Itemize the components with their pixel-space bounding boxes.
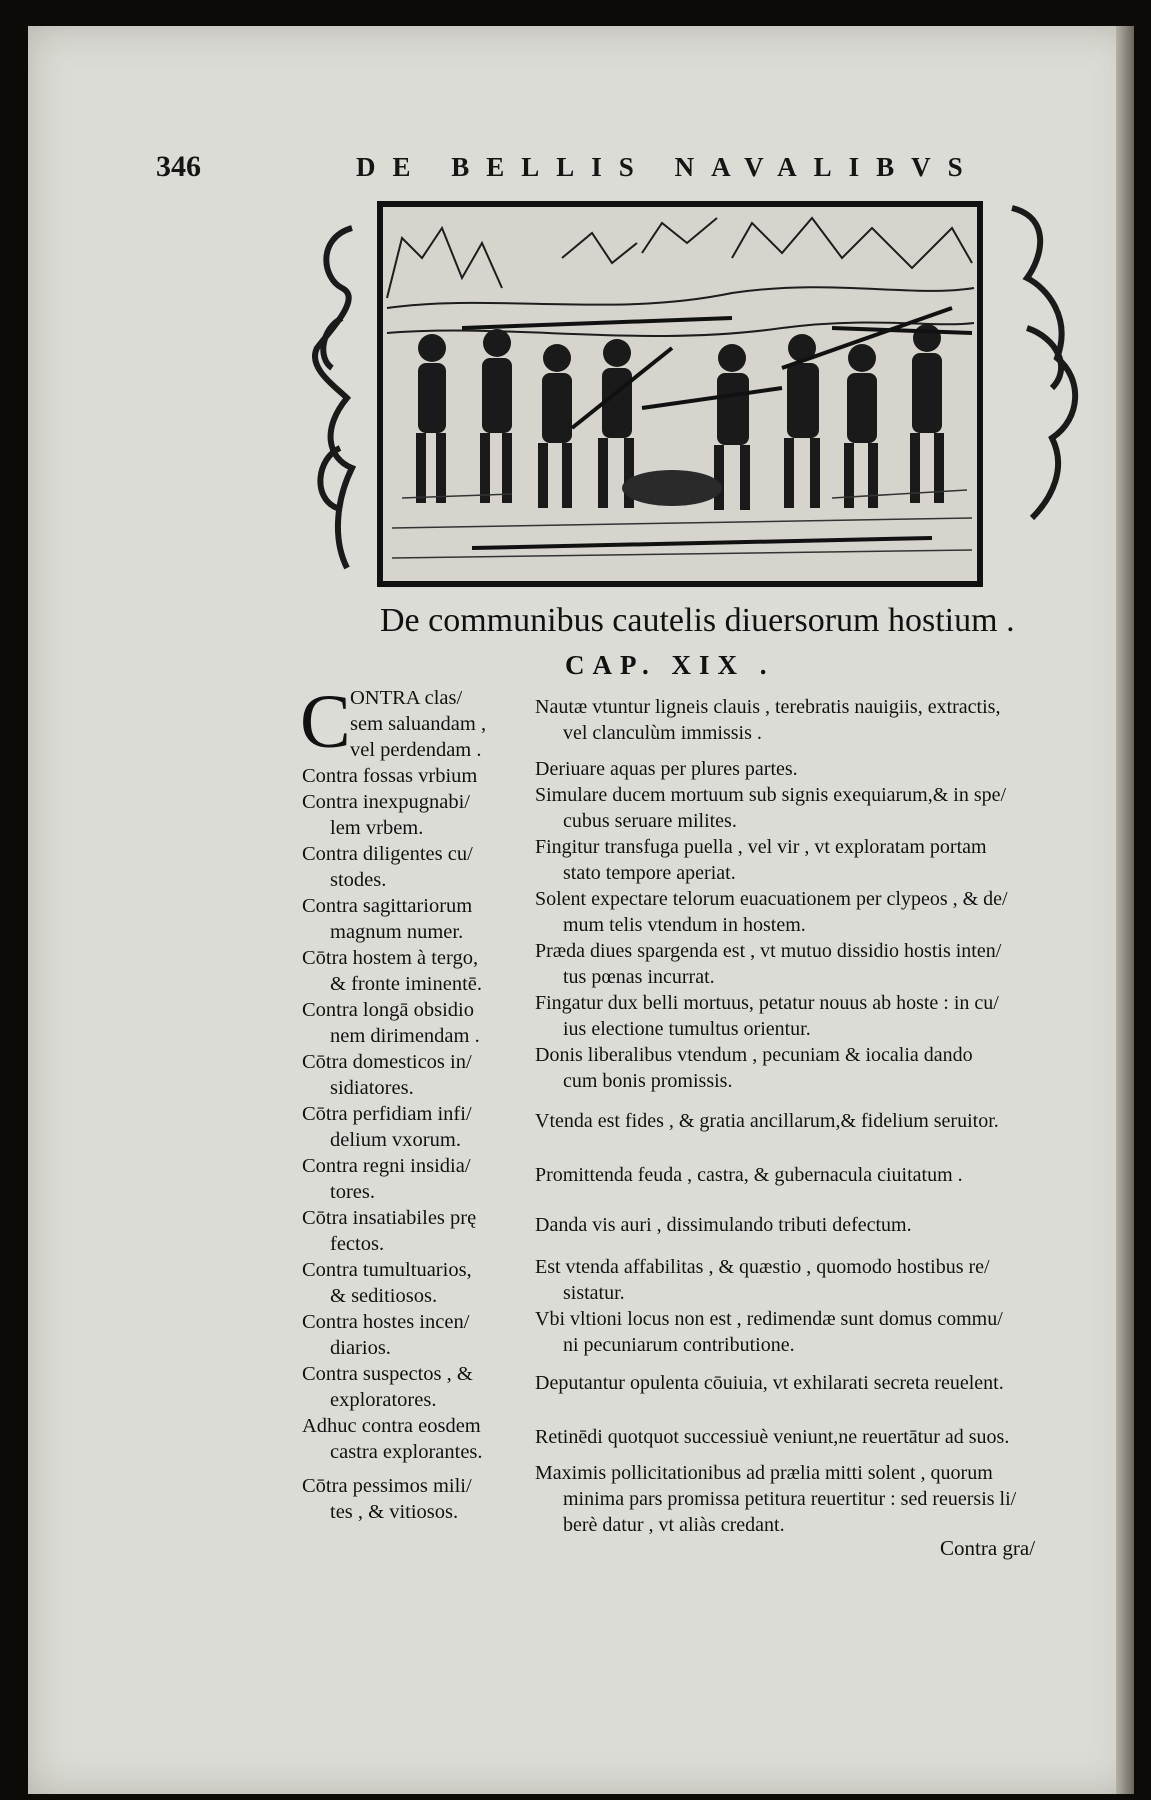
margin-note — [302, 893, 538, 945]
body-line: Deputantur opulenta cōuiuia, vt exhilarati secreta reuelent. — [535, 1372, 1004, 1394]
body-paragraph — [535, 756, 1113, 782]
body-paragraph — [535, 1108, 1113, 1134]
woodcut-battle-scene — [312, 198, 1092, 592]
body-paragraph — [535, 1042, 1113, 1094]
margin-note-line: Cōtra insatiabiles prę — [302, 1207, 477, 1229]
margin-note-line: Contra hostes incen/ — [302, 1311, 470, 1333]
margin-notes — [300, 680, 538, 1523]
body-paragraph — [535, 1370, 1113, 1396]
body-line: Fingitur transfuga puella , vel vir , vt exploratam portam — [535, 836, 987, 858]
margin-note-line: Adhuc contra eosdem — [302, 1415, 481, 1437]
margin-note-line: ONTRA clas/ — [350, 687, 463, 709]
body-line: ni pecuniarum contributione. — [563, 1334, 795, 1356]
margin-note — [302, 841, 538, 893]
body-paragraph — [535, 834, 1113, 886]
margin-note-line: Cōtra pessimos mili/ — [302, 1475, 472, 1497]
body-line: sistatur. — [563, 1282, 625, 1304]
body-line: Nautæ vtuntur ligneis clauis , terebratis nauigiis, extractis, — [535, 696, 1001, 718]
margin-note-line: stodes. — [330, 869, 387, 891]
margin-note-line: tes , & vitiosos. — [330, 1501, 459, 1523]
page-gutter-shadow — [1116, 26, 1134, 1794]
margin-note-line: Cōtra domesticos in/ — [302, 1051, 472, 1073]
body-line: Maximis pollicitationibus ad prælia mitti solent , quorum — [535, 1462, 993, 1484]
margin-note-line: Contra tumultuarios, — [302, 1259, 472, 1281]
margin-note — [302, 1153, 538, 1205]
body-paragraph — [535, 1162, 1113, 1188]
margin-note-line: Cōtra hostem à tergo, — [302, 947, 479, 969]
margin-note — [302, 945, 538, 997]
margin-note-line: tores. — [330, 1181, 375, 1203]
margin-note-line: & fronte iminentē. — [330, 973, 482, 995]
margin-note — [302, 1101, 538, 1153]
body-line: Fingatur dux belli mortuus, petatur nouus ab hoste : in cu/ — [535, 992, 999, 1014]
margin-note-line: exploratores. — [330, 1389, 437, 1411]
margin-note-line: delium vxorum. — [330, 1129, 461, 1151]
margin-note — [302, 1413, 538, 1465]
body-line: mum telis vtendum in hostem. — [563, 914, 806, 936]
chapter-number: CAP. XIX . — [565, 650, 775, 680]
body-paragraph — [535, 990, 1113, 1042]
body-line: Vtenda est fides , & gratia ancillarum,& fidelium seruitor. — [535, 1110, 999, 1132]
body-line: Donis liberalibus vtendum , pecuniam & iocalia dando — [535, 1044, 973, 1066]
margin-note — [302, 1361, 538, 1413]
body-line: stato tempore aperiat. — [563, 862, 736, 884]
margin-note-line: vel perdendam . — [350, 739, 482, 761]
body-line: Solent expectare telorum euacuationem per clypeos , & de/ — [535, 888, 1008, 910]
margin-note-line: sem saluandam , — [350, 713, 487, 735]
margin-note — [302, 1049, 538, 1101]
margin-note — [300, 680, 538, 764]
body-line: Simulare ducem mortuum sub signis exequiarum,& in spe/ — [535, 784, 1007, 806]
margin-note-line: Contra inexpugnabi/ — [302, 791, 470, 813]
body-paragraph — [535, 1254, 1113, 1306]
woodcut-illustration — [312, 198, 1092, 592]
body-paragraph — [535, 886, 1113, 938]
body-line: Deriuare aquas per plures partes. — [535, 758, 798, 780]
margin-note-line: castra explorantes. — [330, 1441, 483, 1463]
body-line: Est vtenda affabilitas , & quæstio , quomodo hostibus re/ — [535, 1256, 990, 1278]
margin-note — [302, 1473, 538, 1525]
margin-note-line: magnum numer. — [330, 921, 464, 943]
margin-note-line: Contra sagittariorum — [302, 895, 473, 917]
body-paragraph — [535, 782, 1113, 834]
margin-note — [302, 789, 538, 841]
right-ornament — [1012, 208, 1075, 518]
margin-note — [302, 763, 538, 789]
header-title: DE BELLIS NAVALIBVS — [356, 152, 980, 182]
body-line: minima pars promissa petitura reuertitur : sed reuersis li/ — [563, 1488, 1017, 1510]
margin-note-line: Contra longā obsidio — [302, 999, 474, 1021]
margin-note-line: Contra suspectos , & — [302, 1363, 473, 1385]
body-line: Præda diues spargenda est , vt mutuo dissidio hostis inten/ — [535, 940, 1002, 962]
body-line: vel clanculùm immissis . — [563, 722, 762, 744]
drop-cap: C — [300, 680, 351, 764]
body-line: cubus seruare milites. — [563, 810, 737, 832]
body-paragraph — [535, 1460, 1113, 1538]
page-number: 346 — [156, 150, 201, 183]
margin-note — [302, 1257, 538, 1309]
body-line: berè datur , vt aliàs credant. — [563, 1514, 785, 1536]
margin-note-line: lem vrbem. — [330, 817, 424, 839]
body-paragraph — [535, 1306, 1113, 1358]
margin-note — [302, 1205, 538, 1257]
body-line: cum bonis promissis. — [563, 1070, 733, 1092]
margin-note-line: nem dirimendam . — [330, 1025, 480, 1047]
chapter-heading: De communibus cautelis diuersorum hostium . — [380, 602, 1015, 639]
margin-note-line: diarios. — [330, 1337, 391, 1359]
margin-note-line: fectos. — [330, 1233, 385, 1255]
body-line: tus pœnas incurrat. — [563, 966, 715, 988]
body-line: ius electione tumultus orientur. — [563, 1018, 811, 1040]
catchword: Contra gra/ — [940, 1536, 1036, 1560]
margin-note — [302, 997, 538, 1049]
margin-note-line: Contra diligentes cu/ — [302, 843, 473, 865]
margin-note-line: Contra regni insidia/ — [302, 1155, 471, 1177]
body-line: Retinēdi quotquot successiuè veniunt,ne reuertātur ad suos. — [535, 1426, 1010, 1448]
body-paragraph — [535, 1212, 1113, 1238]
body-line: Danda vis auri , dissimulando tributi defectum. — [535, 1214, 912, 1236]
margin-note — [302, 1309, 538, 1361]
body-line: Promittenda feuda , castra, & gubernacula ciuitatum . — [535, 1164, 963, 1186]
body-paragraph — [535, 694, 1113, 746]
body-line: Vbi vltioni locus non est , redimendæ sunt domus commu/ — [535, 1308, 1003, 1330]
running-head — [156, 150, 996, 190]
body-paragraph — [535, 1424, 1113, 1450]
margin-note-line: & seditiosos. — [330, 1285, 438, 1307]
body-paragraph — [535, 938, 1113, 990]
margin-note-line: Cōtra perfidiam infi/ — [302, 1103, 472, 1125]
margin-note-line: Contra fossas vrbium — [302, 765, 478, 787]
left-ornament — [315, 228, 352, 568]
margin-note-line: sidiatores. — [330, 1077, 414, 1099]
